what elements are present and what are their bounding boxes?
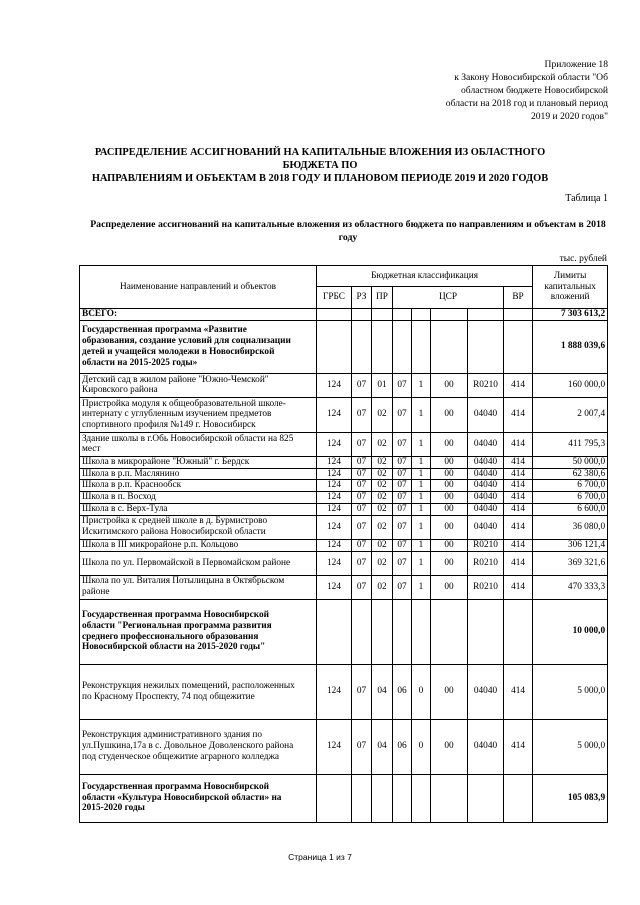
table-row <box>80 575 608 599</box>
code-vr <box>504 320 533 373</box>
header-rz: РЗ <box>352 287 372 309</box>
code-c1: 07 <box>393 373 412 397</box>
limit-amount: 7 303 613,2 <box>533 309 608 321</box>
code-pr <box>372 774 393 822</box>
code-pr: 02 <box>372 492 393 504</box>
object-name-line: области "Региональная программа развития <box>82 620 272 631</box>
object-name-line: Школа по ул. Виталия Потылицына в Октябрьском <box>82 576 285 587</box>
code-pr: 02 <box>372 432 393 456</box>
code-c4: 04040 <box>468 664 504 719</box>
code-rz <box>352 599 372 664</box>
code-c2 <box>412 599 431 664</box>
object-name <box>80 539 317 551</box>
code-vr: 414 <box>504 575 533 599</box>
code-c4: 04040 <box>468 503 504 515</box>
code-c2: 0 <box>412 719 431 774</box>
code-pr: 01 <box>372 373 393 397</box>
object-name-line: районе <box>82 587 110 598</box>
object-name-line: Школа в III микрорайоне р.п. Кольцово <box>82 539 239 550</box>
code-grbs: 124 <box>317 432 352 456</box>
object-name-line: Государственная программа Новосибирской <box>82 781 269 792</box>
code-vr: 414 <box>504 480 533 492</box>
object-name-line: 2015-2020 годы <box>82 803 145 814</box>
code-pr: 02 <box>372 468 393 480</box>
code-grbs <box>317 320 352 373</box>
code-c2: 1 <box>412 456 431 468</box>
header-vr: ВР <box>504 287 533 309</box>
code-grbs: 124 <box>317 503 352 515</box>
limit-amount: 5 000,0 <box>533 664 608 719</box>
limit-amount: 10 000,0 <box>533 599 608 664</box>
code-c2 <box>412 774 431 822</box>
object-name-line: спортивного профиля №149 г. Новосибирск <box>82 420 256 431</box>
code-c3 <box>431 774 468 822</box>
table-row <box>80 492 608 504</box>
code-grbs: 124 <box>317 492 352 504</box>
object-name <box>80 664 317 719</box>
table-row <box>80 432 608 456</box>
table-row <box>80 539 608 551</box>
object-name-line: Школа в р.п. Маслянино <box>82 468 180 479</box>
limit-amount: 5 000,0 <box>533 719 608 774</box>
appendix-line: к Закону Новосибирской области "Об <box>454 72 608 83</box>
table-row <box>80 309 608 321</box>
code-c2: 1 <box>412 503 431 515</box>
code-c1 <box>393 774 412 822</box>
table-row <box>80 480 608 492</box>
object-name-line: области на 2015-2025 годы» <box>82 357 198 368</box>
limit-amount: 6 700,0 <box>533 492 608 504</box>
code-c2: 1 <box>412 468 431 480</box>
code-c1: 07 <box>393 468 412 480</box>
code-c2: 1 <box>412 492 431 504</box>
code-rz: 07 <box>352 492 372 504</box>
code-rz: 07 <box>352 575 372 599</box>
code-rz: 07 <box>352 539 372 551</box>
allocation-table <box>79 265 608 823</box>
code-c3 <box>431 599 468 664</box>
code-c1: 07 <box>393 551 412 575</box>
code-vr: 414 <box>504 468 533 480</box>
code-c1 <box>393 309 412 321</box>
code-c3: 00 <box>431 468 468 480</box>
object-name-line: Школа в микрорайоне "Южный" г. Бердск <box>82 456 250 467</box>
code-pr: 02 <box>372 456 393 468</box>
code-grbs <box>317 309 352 321</box>
object-name <box>80 397 317 432</box>
code-c4 <box>468 309 504 321</box>
table-row <box>80 774 608 822</box>
code-c3: 00 <box>431 432 468 456</box>
code-grbs: 124 <box>317 397 352 432</box>
code-vr: 414 <box>504 397 533 432</box>
code-c3: 00 <box>431 515 468 539</box>
object-name <box>80 774 317 822</box>
code-grbs: 124 <box>317 456 352 468</box>
header-limits-line: Лимиты <box>553 270 587 281</box>
table-row <box>80 468 608 480</box>
table-row <box>80 719 608 774</box>
limit-amount: 470 333,3 <box>533 575 608 599</box>
code-vr: 414 <box>504 432 533 456</box>
code-c4: R0210 <box>468 551 504 575</box>
code-c2 <box>412 309 431 321</box>
limit-amount: 306 121,4 <box>533 539 608 551</box>
table-row <box>80 397 608 432</box>
code-c3: 00 <box>431 719 468 774</box>
code-grbs: 124 <box>317 539 352 551</box>
code-pr: 02 <box>372 539 393 551</box>
code-c1: 07 <box>393 456 412 468</box>
code-c3: 00 <box>431 575 468 599</box>
code-c2 <box>412 320 431 373</box>
object-name-line: под студенческое общежитие аграрного колледжа <box>82 751 280 762</box>
code-rz: 07 <box>352 664 372 719</box>
code-grbs: 124 <box>317 575 352 599</box>
object-name-line: ул.Пушкина,17а в с. Довольное Доволенского района <box>82 741 294 752</box>
object-name-line: Пристройка к средней школе в д. Бурмистрово <box>82 516 268 527</box>
table-row <box>80 456 608 468</box>
object-name-line: детей и учащейся молодежи в Новосибирской <box>82 346 275 357</box>
subtitle-line: Распределение ассигнований на капитальные вложения из областного бюджета по направлениям и объектам в 2018 <box>90 219 606 230</box>
code-c3: 00 <box>431 539 468 551</box>
object-name <box>80 456 317 468</box>
object-name-line: Школа по ул. Первомайской в Первомайском районе <box>82 557 291 568</box>
code-grbs: 124 <box>317 551 352 575</box>
code-c4: 04040 <box>468 719 504 774</box>
code-c3 <box>431 320 468 373</box>
code-grbs: 124 <box>317 664 352 719</box>
object-name-line: Школа в с. Верх-Тула <box>82 503 168 514</box>
table-row <box>80 664 608 719</box>
code-c1 <box>393 320 412 373</box>
code-rz: 07 <box>352 373 372 397</box>
object-name <box>80 575 317 599</box>
object-name <box>80 432 317 456</box>
limit-amount: 6 700,0 <box>533 480 608 492</box>
object-name <box>80 309 317 321</box>
table-row <box>80 503 608 515</box>
code-vr: 414 <box>504 456 533 468</box>
code-vr: 414 <box>504 515 533 539</box>
code-pr: 04 <box>372 719 393 774</box>
code-pr: 02 <box>372 397 393 432</box>
code-grbs: 124 <box>317 373 352 397</box>
code-c2: 1 <box>412 373 431 397</box>
code-c1: 07 <box>393 432 412 456</box>
table-row <box>80 599 608 664</box>
object-name <box>80 503 317 515</box>
code-pr <box>372 309 393 321</box>
code-vr: 414 <box>504 664 533 719</box>
code-c3: 00 <box>431 456 468 468</box>
code-c4: R0210 <box>468 373 504 397</box>
appendix-line: области на 2018 год и плановый период <box>445 98 608 109</box>
header-limits <box>533 266 608 309</box>
code-c4: 04040 <box>468 432 504 456</box>
code-c1: 07 <box>393 397 412 432</box>
header-name: Наименование направлений и объектов <box>80 266 317 309</box>
table-row <box>80 320 608 373</box>
object-name <box>80 551 317 575</box>
limit-amount: 411 795,3 <box>533 432 608 456</box>
limit-amount: 1 888 039,6 <box>533 320 608 373</box>
code-pr <box>372 320 393 373</box>
code-vr: 414 <box>504 719 533 774</box>
code-pr: 02 <box>372 480 393 492</box>
object-name <box>80 719 317 774</box>
object-name-line: среднего профессионального образования <box>82 631 259 642</box>
object-name-line: Здание школы в г.Обь Новосибирской области на 825 <box>82 433 294 444</box>
limit-amount: 6 600,0 <box>533 503 608 515</box>
object-name-line: Детский сад в жилом районе "Южно-Чемской" <box>82 374 269 385</box>
table-number: Таблица 1 <box>565 193 608 204</box>
code-c2: 1 <box>412 551 431 575</box>
code-c4: 04040 <box>468 480 504 492</box>
object-name-line: Государственная программа Новосибирской <box>82 609 269 620</box>
object-name <box>80 320 317 373</box>
title-line: РАСПРЕДЕЛЕНИЕ АССИГНОВАНИЙ НА КАПИТАЛЬНЫЕ ВЛОЖЕНИЯ ИЗ ОБЛАСТНОГО БЮДЖЕТА ПО <box>94 147 546 171</box>
units-label: тыс. рублей <box>559 254 607 264</box>
code-rz: 07 <box>352 551 372 575</box>
object-name-line: по Красному Проспекту, 74 под общежитие <box>82 691 255 702</box>
object-name-line: интернату с углубленным изучением предметов <box>82 409 272 420</box>
code-pr: 02 <box>372 515 393 539</box>
code-c4 <box>468 774 504 822</box>
table-row <box>80 551 608 575</box>
document-title <box>70 146 570 185</box>
code-rz: 07 <box>352 432 372 456</box>
object-name-line: Кировского района <box>82 385 158 396</box>
code-c1: 07 <box>393 480 412 492</box>
code-rz: 07 <box>352 456 372 468</box>
code-c2: 1 <box>412 575 431 599</box>
object-name-line: Школа в п. Восход <box>82 492 156 503</box>
object-name <box>80 492 317 504</box>
object-name-line: Школа в р.п. Краснообск <box>82 480 182 491</box>
code-c2: 1 <box>412 397 431 432</box>
code-c3: 00 <box>431 373 468 397</box>
code-rz <box>352 320 372 373</box>
appendix-line: 2019 и 2020 годов" <box>530 111 608 122</box>
code-pr: 02 <box>372 503 393 515</box>
code-c4: R0210 <box>468 575 504 599</box>
object-name <box>80 480 317 492</box>
object-name-line: Искитимского района Новосибирской области <box>82 527 266 538</box>
code-c2: 0 <box>412 664 431 719</box>
code-vr <box>504 774 533 822</box>
code-c1: 07 <box>393 515 412 539</box>
code-vr <box>504 309 533 321</box>
subtitle-line: году <box>338 231 358 243</box>
object-name-line: образования, создание условий для социализации <box>82 336 291 346</box>
object-name-line: Реконструкция административного здания по <box>82 730 263 741</box>
code-c4: R0210 <box>468 539 504 551</box>
code-grbs: 124 <box>317 480 352 492</box>
code-rz: 07 <box>352 480 372 492</box>
header-pr: ПР <box>372 287 393 309</box>
header-budget-classification: Бюджетная классификация <box>317 266 533 287</box>
code-c3: 00 <box>431 492 468 504</box>
code-rz: 07 <box>352 397 372 432</box>
code-c4 <box>468 320 504 373</box>
table-row <box>80 373 608 397</box>
object-name <box>80 373 317 397</box>
limit-amount: 36 080,0 <box>533 515 608 539</box>
code-c4: 04040 <box>468 515 504 539</box>
object-name <box>80 515 317 539</box>
appendix-line: областном бюджете Новосибирской <box>461 85 608 96</box>
code-grbs: 124 <box>317 719 352 774</box>
code-c3: 00 <box>431 480 468 492</box>
appendix-note <box>408 58 608 123</box>
code-c1: 07 <box>393 492 412 504</box>
limit-amount: 160 000,0 <box>533 373 608 397</box>
table-row <box>80 515 608 539</box>
code-c1: 06 <box>393 664 412 719</box>
limit-amount: 105 083,9 <box>533 774 608 822</box>
code-rz: 07 <box>352 503 372 515</box>
code-c3: 00 <box>431 664 468 719</box>
code-c4: 04040 <box>468 397 504 432</box>
header-limits-line: капитальных <box>544 281 596 292</box>
code-vr: 414 <box>504 492 533 504</box>
code-c4: 04040 <box>468 492 504 504</box>
code-c1 <box>393 599 412 664</box>
code-grbs <box>317 774 352 822</box>
header-grbs: ГРБС <box>317 287 352 309</box>
code-pr: 04 <box>372 664 393 719</box>
code-vr: 414 <box>504 539 533 551</box>
object-name-line: ВСЕГО: <box>82 309 118 319</box>
code-rz <box>352 309 372 321</box>
code-rz: 07 <box>352 468 372 480</box>
code-c4 <box>468 599 504 664</box>
object-name-line: Новосибирской области на 2015-2020 годы" <box>82 642 266 653</box>
header-csr: ЦСР <box>393 287 504 309</box>
table-title <box>82 219 614 244</box>
code-c1: 06 <box>393 719 412 774</box>
code-rz: 07 <box>352 515 372 539</box>
code-c2: 1 <box>412 515 431 539</box>
code-grbs: 124 <box>317 468 352 480</box>
header-limits-line: вложений <box>550 292 590 303</box>
code-c1: 07 <box>393 539 412 551</box>
code-grbs <box>317 599 352 664</box>
code-pr <box>372 599 393 664</box>
appendix-line: Приложение 18 <box>544 59 608 70</box>
code-c3: 00 <box>431 397 468 432</box>
code-c3 <box>431 309 468 321</box>
code-c1: 07 <box>393 575 412 599</box>
object-name-line: Государственная программа «Развитие <box>82 325 247 336</box>
code-vr: 414 <box>504 551 533 575</box>
code-c2: 1 <box>412 539 431 551</box>
code-vr: 414 <box>504 503 533 515</box>
limit-amount: 50 000,0 <box>533 456 608 468</box>
code-c4: 04040 <box>468 456 504 468</box>
object-name-line: Пристройка модуля к общеобразовательной школе- <box>82 398 286 409</box>
limit-amount: 62 380,6 <box>533 468 608 480</box>
limit-amount: 369 321,6 <box>533 551 608 575</box>
code-c3: 00 <box>431 503 468 515</box>
code-grbs: 124 <box>317 515 352 539</box>
object-name-line: области «Культура Новосибирской области» на <box>82 792 282 803</box>
code-pr: 02 <box>372 575 393 599</box>
code-vr <box>504 599 533 664</box>
code-c3: 00 <box>431 551 468 575</box>
code-c2: 1 <box>412 480 431 492</box>
page-footer: Страница 1 из 7 <box>288 852 352 862</box>
code-c2: 1 <box>412 432 431 456</box>
object-name-line: Реконструкция нежилых помещений, расположенных <box>82 680 295 691</box>
limit-amount: 2 007,4 <box>533 397 608 432</box>
object-name <box>80 468 317 480</box>
title-line: НАПРАВЛЕНИЯМ И ОБЪЕКТАМ В 2018 ГОДУ И ПЛАНОВОМ ПЕРИОДЕ 2019 И 2020 ГОДОВ <box>91 173 549 184</box>
code-vr: 414 <box>504 373 533 397</box>
object-name <box>80 599 317 664</box>
code-pr: 02 <box>372 551 393 575</box>
object-name-line: мест <box>82 444 101 455</box>
code-c4: 04040 <box>468 468 504 480</box>
code-rz <box>352 774 372 822</box>
code-c1: 07 <box>393 503 412 515</box>
code-rz: 07 <box>352 719 372 774</box>
